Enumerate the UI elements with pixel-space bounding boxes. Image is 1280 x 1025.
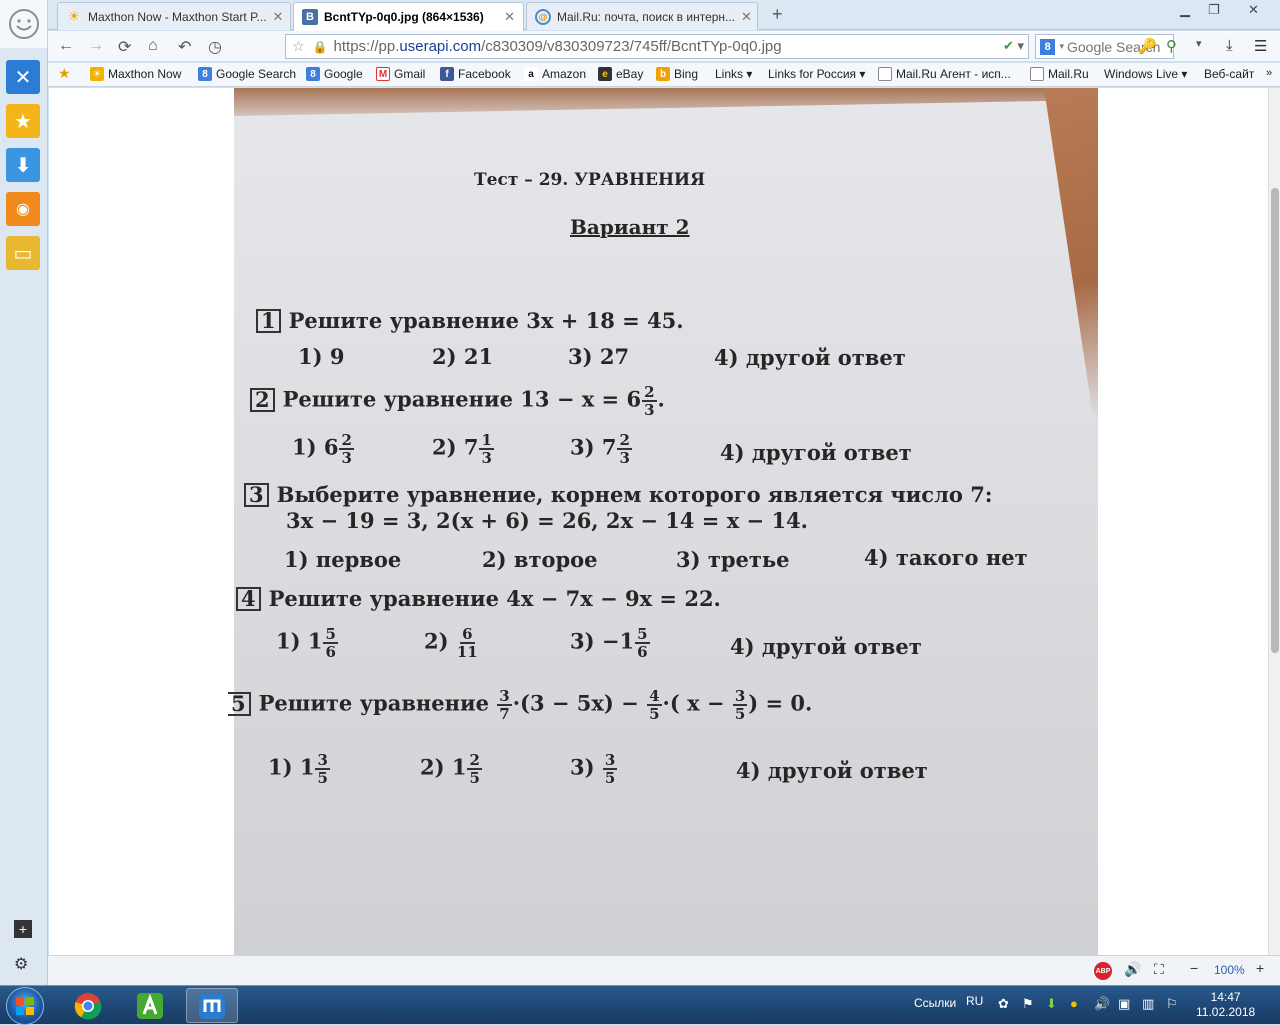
question-number: 1	[256, 309, 281, 333]
download-icon[interactable]: ⬇	[1046, 996, 1057, 1011]
user-icon[interactable]: ⚲	[1166, 38, 1177, 55]
notes-icon[interactable]: ▭	[6, 236, 40, 270]
answer-option: 2) 1 $\frac{2}{5}$	[420, 751, 480, 787]
more-bookmarks-icon[interactable]: »	[1266, 67, 1273, 79]
navigation-bar	[48, 31, 1280, 62]
forward-icon[interactable]: →	[88, 37, 104, 54]
key-icon[interactable]: 🔑	[1138, 38, 1157, 55]
answer-option: 2) второе	[482, 547, 598, 572]
answer-option: 4) другой ответ	[736, 758, 928, 783]
answer-option: 3) третье	[676, 547, 790, 572]
scrollbar-thumb[interactable]	[1271, 188, 1279, 653]
fraction: $\frac{3}{5}$	[734, 687, 746, 723]
question-text: Решите уравнение 13 − x = 6	[282, 386, 642, 412]
google-icon: 8	[306, 67, 320, 81]
start-button[interactable]	[6, 987, 44, 1025]
refresh-icon[interactable]: ⟳	[118, 39, 132, 56]
fraction: $\frac{2}{3}$	[644, 383, 655, 419]
bookmark-google[interactable]: 8 Google	[306, 67, 363, 81]
security-check-icon[interactable]: ✔ ▾	[1002, 38, 1024, 53]
answer-option: 3) 27	[568, 344, 630, 369]
bookmark-ebay[interactable]: e eBay	[598, 67, 643, 81]
answer-option: 2) $\frac{6}{11}$	[424, 625, 478, 661]
gear-icon[interactable]: ⚙	[14, 956, 29, 973]
lock-icon: 🔒	[312, 39, 328, 54]
answer-option: 4) другой ответ	[720, 440, 912, 465]
system-clock[interactable]: 14:47 11.02.2018	[1196, 990, 1256, 1019]
add-icon[interactable]: +	[14, 920, 32, 938]
mailru-icon: @	[535, 9, 551, 25]
close-window-icon[interactable]: ✕	[1248, 2, 1259, 17]
tab-mailru[interactable]	[526, 2, 758, 30]
answer-option: 2) 21	[432, 344, 494, 369]
maxthon-menu-button[interactable]	[0, 0, 48, 48]
question-text: Решите уравнение 3x + 18 = 45.	[288, 308, 684, 333]
back-icon[interactable]: ←	[58, 37, 74, 54]
tab-label: BcntTYp-0q0.jpg (864×1536)	[324, 10, 484, 24]
bookmark-mailru[interactable]: Mail.Ru	[1030, 67, 1089, 81]
bookmark-facebook[interactable]: f Facebook	[440, 67, 511, 81]
adblock-icon[interactable]: ABP	[1094, 962, 1112, 980]
download-icon[interactable]: ⤓	[1226, 37, 1233, 54]
tools-icon[interactable]: ✕	[6, 60, 40, 94]
page-content	[49, 88, 1268, 955]
question-number: 3	[244, 483, 269, 507]
maxthon-logo-icon	[8, 8, 40, 40]
tab-image[interactable]	[293, 2, 524, 31]
chevron-down-icon[interactable]: ▾	[1059, 41, 1064, 51]
answer-option: 4) другой ответ	[730, 634, 922, 659]
tab-maxthon-now[interactable]	[57, 2, 291, 30]
tab-strip	[0, 0, 1280, 30]
question-2: 2 Решите уравнение 13 − x = 6 $\frac{2}{3}$ .	[250, 384, 665, 418]
question-text: Выберите уравнение, корнем которого является число 7:	[276, 482, 993, 507]
answer-option: 1) 1 $\frac{3}{5}$	[268, 751, 328, 787]
variant-heading: Вариант 2	[570, 215, 690, 239]
answer-option: 3) $\frac{3}{5}$	[570, 751, 616, 787]
chrome-icon	[74, 992, 102, 1020]
sound-icon[interactable]: 🔊	[1124, 961, 1142, 977]
bookmark-links-folder[interactable]: Links ▾	[715, 67, 753, 81]
network-icon[interactable]: ▥	[1142, 996, 1155, 1011]
answer-option: 1) первое	[284, 547, 402, 572]
bookmark-website-folder[interactable]: Веб-сайт	[1204, 67, 1255, 81]
sun-icon: ☀	[67, 8, 81, 24]
question-5: 5 Решите уравнение $\frac{3}{7}$ ·(3 − 5x) − $\frac{4}{5}$ ·( x − $\frac{3}{5}$ ) = 0.	[228, 688, 812, 722]
maxthon-icon	[198, 992, 226, 1020]
question-1	[256, 308, 684, 333]
bookmark-windows-live-folder[interactable]: Windows Live ▾	[1104, 67, 1188, 81]
tray-status-icon[interactable]: ●	[1070, 996, 1078, 1011]
home-icon[interactable]: ⌂	[148, 37, 158, 54]
menu-icon[interactable]: ☰	[1254, 38, 1268, 55]
search-input[interactable]	[1067, 39, 1173, 55]
facebook-icon: f	[440, 67, 454, 81]
url-text: https://pp.userapi.com/c830309/v830309723/745ff/BcntTYp-0q0.jpg	[333, 38, 782, 55]
volume-icon[interactable]: 🔊	[1094, 996, 1111, 1011]
sun-icon: ☀	[90, 67, 104, 81]
tab-label: Maxthon Now - Maxthon Start P...	[88, 9, 267, 24]
answer-option: 4) такого нет	[864, 545, 1028, 570]
bookmark-google-search[interactable]: 8 Google Search	[198, 67, 296, 81]
question-4	[236, 586, 721, 611]
answer-option: 3) −1 $\frac{5}{6}$	[570, 625, 648, 661]
close-icon[interactable]: ✕	[272, 8, 284, 24]
zoom-level[interactable]: 100%	[1214, 963, 1245, 977]
taskbar-android-app[interactable]	[124, 988, 176, 1023]
worksheet-photo	[231, 88, 1098, 955]
new-tab-button[interactable]: +	[772, 4, 783, 24]
bookmark-maxthon-now[interactable]: ☀ Maxthon Now	[90, 67, 181, 81]
answer-option: 1) 1 $\frac{5}{6}$	[276, 625, 336, 661]
bookmark-bing[interactable]: b Bing	[656, 67, 698, 81]
question-text: Решите уравнение 4x − 7x − 9x = 22.	[268, 586, 721, 611]
app-a-icon	[136, 992, 164, 1020]
vk-icon: B	[302, 9, 318, 25]
sidebar	[0, 48, 48, 985]
links-toolbar[interactable]: Ссылки	[914, 996, 957, 1010]
address-bar[interactable]	[285, 34, 1029, 59]
question-text: Решите уравнение	[258, 690, 489, 716]
question-number: 5	[228, 692, 251, 716]
zoom-out-icon[interactable]: −	[1190, 960, 1199, 976]
tab-label: Mail.Ru: почта, поиск в интерн...	[557, 9, 736, 24]
taskbar	[0, 985, 1280, 1024]
answer-option: 2) 7 $\frac{1}{3}$	[432, 431, 492, 467]
close-icon[interactable]: ✕	[504, 9, 515, 24]
google-icon: 8	[1040, 39, 1055, 55]
undo-icon[interactable]: ↶	[178, 39, 192, 56]
bookmark-star-icon[interactable]: ☆	[292, 38, 305, 54]
ebay-icon: e	[598, 67, 612, 81]
worksheet	[231, 88, 1098, 955]
taskbar-chrome[interactable]	[62, 988, 114, 1023]
bookmark-gmail[interactable]: M Gmail	[376, 67, 425, 81]
box-icon[interactable]: ▣	[1118, 996, 1131, 1011]
vertical-scrollbar[interactable]	[1268, 88, 1280, 955]
history-icon[interactable]: ◷	[208, 39, 222, 56]
minimize-icon[interactable]: ▁	[1180, 2, 1190, 17]
fraction: $\frac{3}{7}$	[499, 687, 510, 723]
action-center-icon[interactable]: ⚐	[1166, 996, 1178, 1011]
answer-option: 3) 7 $\frac{2}{3}$	[570, 431, 630, 467]
fraction: $\frac{4}{5}$	[649, 687, 660, 723]
rss-icon[interactable]: ◉	[6, 192, 40, 226]
question-3	[244, 482, 993, 507]
answer-option: 1) 9	[298, 344, 345, 369]
gmail-icon: M	[376, 67, 390, 81]
answer-option: 4) другой ответ	[714, 345, 906, 370]
page-icon	[1030, 67, 1044, 81]
flag-icon[interactable]: ⚑	[1022, 996, 1034, 1011]
download-icon[interactable]: ⬇	[6, 148, 40, 182]
status-bar	[48, 955, 1280, 985]
zoom-in-icon[interactable]: +	[1256, 960, 1265, 976]
page-icon	[878, 67, 892, 81]
google-icon: 8	[198, 67, 212, 81]
tray-app-icon[interactable]: ✿	[998, 996, 1009, 1011]
fullscreen-icon[interactable]: ⛶	[1154, 961, 1164, 977]
language-indicator[interactable]: RU	[966, 994, 984, 1008]
answer-option: 1) 6 $\frac{2}{3}$	[292, 431, 352, 467]
windows-logo-icon	[15, 996, 35, 1016]
question-number: 4	[236, 587, 261, 611]
bookmark-links-russia-folder[interactable]: Links for Россия ▾	[768, 67, 866, 81]
bookmark-amazon[interactable]: a Amazon	[524, 67, 586, 81]
favorites-star-icon[interactable]: ★	[58, 65, 71, 81]
question-number: 2	[250, 388, 275, 412]
bing-icon: b	[656, 67, 670, 81]
chevron-down-icon[interactable]: ▾	[1196, 38, 1202, 50]
bookmark-mailru-agent[interactable]: Mail.Ru Агент - исп...	[878, 67, 1011, 81]
question-3-equations: 3x − 19 = 3, 2(x + 6) = 26, 2x − 14 = x − 14.	[286, 508, 808, 533]
worksheet-title: Тест – 29. УРАВНЕНИЯ	[474, 170, 706, 190]
bookmarks-bar	[48, 63, 1280, 87]
favorites-star-icon[interactable]: ★	[6, 104, 40, 138]
taskbar-maxthon[interactable]	[186, 988, 238, 1023]
restore-icon[interactable]: ❐	[1208, 2, 1220, 17]
amazon-icon: a	[524, 67, 538, 81]
close-icon[interactable]: ✕	[741, 8, 752, 24]
